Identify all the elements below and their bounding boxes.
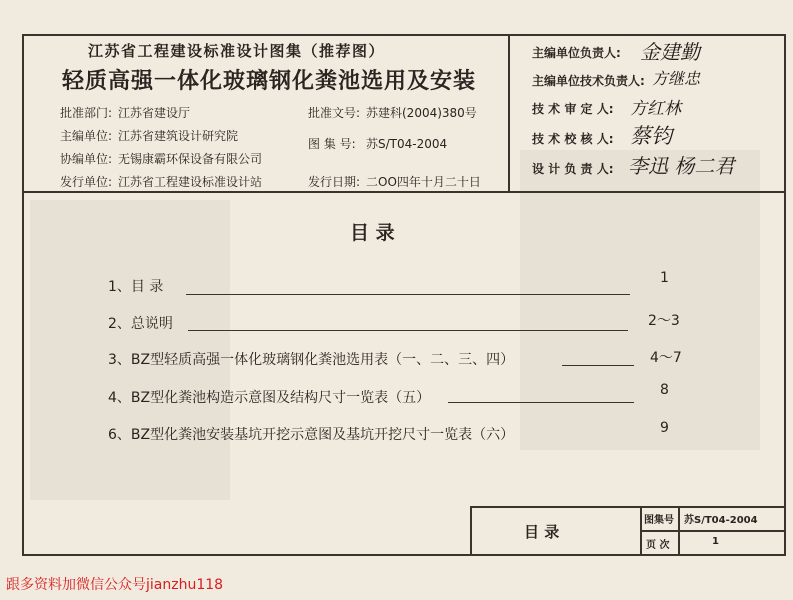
sig-label-reviewer: 技 术 审 定 人: xyxy=(532,102,614,116)
signature-designer: 李迅 杨二君 xyxy=(628,154,735,178)
toc-item-1-leader xyxy=(186,294,630,295)
co-unit-label: 协编单位: xyxy=(60,152,113,166)
toc-item-1-text: 1、目 录 xyxy=(108,279,164,295)
toc-item-2-page: 2～3 xyxy=(648,313,680,329)
header-divider xyxy=(23,191,785,193)
co-unit: 无锡康霸环保设备有限公司 xyxy=(118,152,263,166)
publisher-label: 发行单位: xyxy=(60,175,113,189)
approval-dept-label: 批准部门: xyxy=(60,106,113,120)
footer-note: 跟多资料加微信公众号jianzhu118 xyxy=(6,577,224,593)
sig-label-checker: 技 术 校 核 人: xyxy=(532,132,614,146)
signature-reviewer: 方红林 xyxy=(630,99,681,119)
approval-no: 苏建科(2004)380号 xyxy=(366,106,477,120)
title-block-sheet-name: 目 录 xyxy=(524,523,560,541)
signature-divider xyxy=(508,35,510,192)
editor-unit: 江苏省建筑设计研究院 xyxy=(118,129,239,143)
series-title: 江苏省工程建设标准设计图集（推荐图） xyxy=(88,42,386,60)
approval-dept: 江苏省建设厅 xyxy=(118,106,191,120)
title-block-atlas-label: 图集号 xyxy=(644,515,674,526)
main-title: 轻质高强一体化玻璃钢化粪池选用及安装 xyxy=(62,69,477,94)
title-block-atlas-value: 苏S/T04-2004 xyxy=(684,515,758,526)
toc-item-4-leader xyxy=(448,402,634,403)
atlas-no: 苏S/T04-2004 xyxy=(366,137,448,151)
title-block-page-value: 1 xyxy=(712,536,719,547)
title-block-left xyxy=(470,506,472,555)
signature-checker: 蔡钧 xyxy=(630,124,672,148)
sig-label-chief: 主编单位负责人: xyxy=(532,46,621,60)
toc-heading: 目 录 xyxy=(350,222,395,244)
toc-item-4-page: 8 xyxy=(660,382,669,398)
publisher: 江苏省工程建设标准设计站 xyxy=(118,175,263,189)
issue-date-label: 发行日期: xyxy=(308,175,361,189)
sig-label-tech-chief: 主编单位技术负责人: xyxy=(532,74,645,88)
toc-item-3-leader xyxy=(562,365,634,366)
title-block-page-label: 页 次 xyxy=(646,540,670,551)
issue-date: 二OO四年十月二十日 xyxy=(366,175,481,189)
toc-item-2-text: 2、总说明 xyxy=(108,316,173,332)
toc-item-3-text: 3、BZ型轻质高强一体化玻璃钢化粪池选用表（一、二、三、四） xyxy=(108,352,515,368)
sig-label-designer: 设 计 负 责 人: xyxy=(532,162,614,176)
signature-chief: 金建勤 xyxy=(640,40,700,64)
toc-item-4-text: 4、BZ型化粪池构造示意图及结构尺寸一览表（五） xyxy=(108,390,431,406)
title-block-top xyxy=(470,506,785,508)
signature-tech-chief: 方继忠 xyxy=(652,69,701,88)
toc-item-5-text: 6、BZ型化粪池安装基坑开挖示意图及基坑开挖尺寸一览表（六） xyxy=(108,427,515,443)
approval-no-label: 批准文号: xyxy=(308,106,361,120)
toc-item-1-page: 1 xyxy=(660,270,669,286)
atlas-no-label: 图 集 号: xyxy=(308,137,356,151)
toc-item-3-page: 4～7 xyxy=(650,350,682,366)
toc-item-2-leader xyxy=(188,330,628,331)
title-block-mid xyxy=(640,530,785,532)
editor-unit-label: 主编单位: xyxy=(60,129,113,143)
toc-item-5-page: 9 xyxy=(660,420,669,436)
